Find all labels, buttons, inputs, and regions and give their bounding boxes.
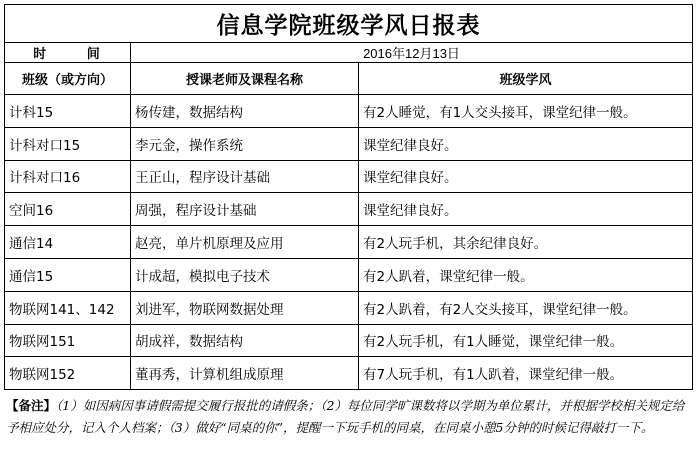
- study-style-table: [4, 4, 693, 390]
- report-title: 信息学院班级学风日报表: [5, 5, 693, 43]
- study-style-cell: 课堂纪律良好。: [359, 193, 693, 226]
- teacher-course-cell: 李元金，操作系统: [131, 127, 359, 160]
- study-style-cell: 有2人玩手机，其余纪律良好。: [359, 226, 693, 259]
- class-cell: 计科对口16: [5, 160, 131, 193]
- study-style-cell: 有2人睡觉，有1人交头接耳，课堂纪律一般。: [359, 95, 693, 128]
- class-cell: 通信14: [5, 226, 131, 259]
- study-style-cell: 有2人趴着，有2人交头接耳，课堂纪律一般。: [359, 291, 693, 324]
- study-style-cell: 课堂纪律良好。: [359, 127, 693, 160]
- column-header-class: 班级（或方向）: [5, 63, 131, 95]
- teacher-course-cell: 周强，程序设计基础: [131, 193, 359, 226]
- notes-text: （1）如因病因事请假需提交履行报批的请假条；（2）每位同学旷课数将以学期为单位累计，并根据学校相关规定给予相应处分，记入个人档案；（3）做好“同桌的你”，提醒一下玩手机的同桌，在同桌小憩5分钟的时候记得敲打一下。: [6, 398, 685, 436]
- date-label: 时 间: [5, 43, 131, 63]
- teacher-course-cell: 董再秀，计算机组成原理: [131, 357, 359, 390]
- table-row: [5, 291, 693, 324]
- teacher-course-cell: 赵亮，单片机原理及应用: [131, 226, 359, 259]
- column-header-teacher-course: 授课老师及课程名称: [131, 63, 359, 95]
- table-row: [5, 258, 693, 291]
- teacher-course-cell: 王正山，程序设计基础: [131, 160, 359, 193]
- table-row: [5, 226, 693, 259]
- teacher-course-cell: 杨传建，数据结构: [131, 95, 359, 128]
- table-row: [5, 127, 693, 160]
- date-value: 2016年12月13日: [131, 43, 693, 63]
- class-cell: 计科对口15: [5, 127, 131, 160]
- study-style-cell: 有2人玩手机，有1人睡觉，课堂纪律一般。: [359, 324, 693, 357]
- teacher-course-cell: 计成超，模拟电子技术: [131, 258, 359, 291]
- table-row: [5, 95, 693, 128]
- teacher-course-cell: 刘进军，物联网数据处理: [131, 291, 359, 324]
- study-style-cell: 有7人玩手机，有1人趴着，课堂纪律一般。: [359, 357, 693, 390]
- class-cell: 通信15: [5, 258, 131, 291]
- class-cell: 空间16: [5, 193, 131, 226]
- notes-section: [4, 390, 692, 439]
- study-style-cell: 课堂纪律良好。: [359, 160, 693, 193]
- class-cell: 物联网151: [5, 324, 131, 357]
- table-row: [5, 324, 693, 357]
- notes-label: 【备注】: [6, 398, 57, 414]
- column-header-study-style: 班级学风: [359, 63, 693, 95]
- table-row: [5, 193, 693, 226]
- class-cell: 物联网141、142: [5, 291, 131, 324]
- table-row: [5, 357, 693, 390]
- teacher-course-cell: 胡成祥，数据结构: [131, 324, 359, 357]
- report-sheet: [4, 4, 692, 439]
- class-cell: 计科15: [5, 95, 131, 128]
- table-row: [5, 160, 693, 193]
- study-style-cell: 有2人趴着，课堂纪律一般。: [359, 258, 693, 291]
- class-cell: 物联网152: [5, 357, 131, 390]
